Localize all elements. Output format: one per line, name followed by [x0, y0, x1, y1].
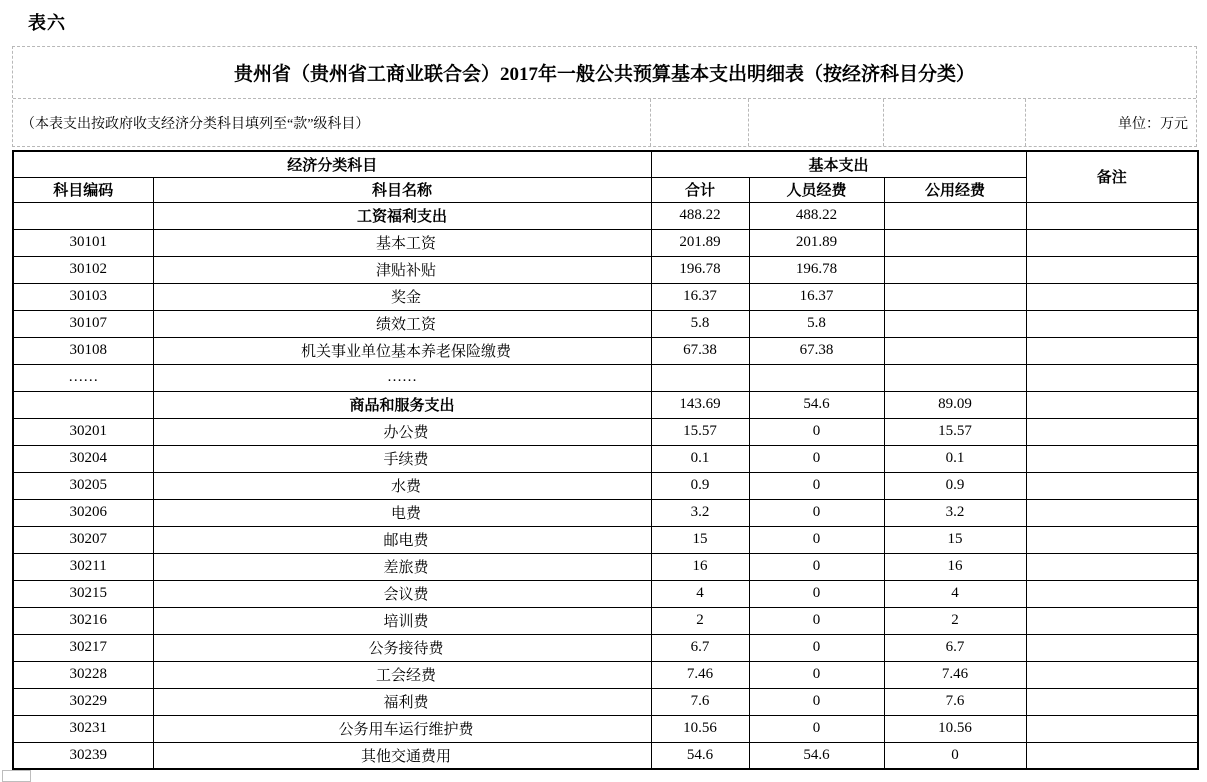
cell-name: 电费	[153, 499, 651, 526]
cell-public: 0.1	[884, 445, 1026, 472]
cell-total: 10.56	[651, 715, 749, 742]
cell-public	[884, 229, 1026, 256]
cell-name: 公务接待费	[153, 634, 651, 661]
cell-code	[13, 391, 153, 418]
cell-total: 143.69	[651, 391, 749, 418]
cell-public: 0	[884, 742, 1026, 769]
cutoff-next-row-cell	[2, 770, 31, 782]
cell-remark	[1026, 364, 1198, 391]
cell-name: 邮电费	[153, 526, 651, 553]
cell-total: 6.7	[651, 634, 749, 661]
cell-total: 0.1	[651, 445, 749, 472]
cell-name: 商品和服务支出	[153, 391, 651, 418]
cell-public: 89.09	[884, 391, 1026, 418]
cell-name: 手续费	[153, 445, 651, 472]
cell-total: 67.38	[651, 337, 749, 364]
cell-public	[884, 202, 1026, 229]
cell-name: 绩效工资	[153, 310, 651, 337]
cell-code: 30107	[13, 310, 153, 337]
cell-remark	[1026, 688, 1198, 715]
table-row	[13, 526, 1198, 553]
cell-code: 30201	[13, 418, 153, 445]
cell-remark	[1026, 229, 1198, 256]
table-row	[13, 607, 1198, 634]
table-row	[13, 580, 1198, 607]
table-row	[13, 742, 1198, 769]
cell-personnel: 0	[749, 418, 884, 445]
cell-total: 201.89	[651, 229, 749, 256]
cell-name: 差旅费	[153, 553, 651, 580]
cell-code: 30216	[13, 607, 153, 634]
cell-public	[884, 256, 1026, 283]
cell-remark	[1026, 580, 1198, 607]
cell-personnel: 54.6	[749, 391, 884, 418]
cell-remark	[1026, 607, 1198, 634]
title-row	[13, 47, 1196, 99]
header-public-funds: 公用经费	[884, 177, 1026, 202]
cell-remark	[1026, 337, 1198, 364]
cell-public: 10.56	[884, 715, 1026, 742]
cell-public: 0.9	[884, 472, 1026, 499]
cell-personnel: 0	[749, 580, 884, 607]
table-row	[13, 499, 1198, 526]
cell-public	[884, 364, 1026, 391]
cell-public	[884, 310, 1026, 337]
cell-personnel: 0	[749, 607, 884, 634]
cell-personnel: 16.37	[749, 283, 884, 310]
table-row	[13, 472, 1198, 499]
cell-code: 30206	[13, 499, 153, 526]
cell-public: 16	[884, 553, 1026, 580]
header-basic-expenditure: 基本支出	[651, 151, 1026, 177]
cell-personnel: 67.38	[749, 337, 884, 364]
cell-personnel: 201.89	[749, 229, 884, 256]
cell-personnel: 0	[749, 688, 884, 715]
cell-personnel: 54.6	[749, 742, 884, 769]
cell-code: 30217	[13, 634, 153, 661]
cell-name: 奖金	[153, 283, 651, 310]
cell-name: 其他交通费用	[153, 742, 651, 769]
cell-remark	[1026, 418, 1198, 445]
cell-remark	[1026, 634, 1198, 661]
empty-subtitle-cell	[748, 99, 883, 146]
table-number-label: 表六	[28, 13, 66, 33]
cell-name: 办公费	[153, 418, 651, 445]
table-row	[13, 202, 1198, 229]
cell-code: 30231	[13, 715, 153, 742]
table-row	[13, 688, 1198, 715]
cell-name: ……	[153, 364, 651, 391]
cell-code: 30204	[13, 445, 153, 472]
cell-remark	[1026, 499, 1198, 526]
table-body	[13, 202, 1198, 769]
table-row	[13, 715, 1198, 742]
cell-public: 3.2	[884, 499, 1026, 526]
cell-total: 15	[651, 526, 749, 553]
cell-code: 30101	[13, 229, 153, 256]
table-row	[13, 391, 1198, 418]
cell-personnel: 0	[749, 499, 884, 526]
cell-code: 30229	[13, 688, 153, 715]
cell-personnel: 0	[749, 445, 884, 472]
header-personnel-funds: 人员经费	[749, 177, 884, 202]
cell-personnel: 488.22	[749, 202, 884, 229]
cell-code: 30207	[13, 526, 153, 553]
cell-personnel: 0	[749, 661, 884, 688]
table-row	[13, 445, 1198, 472]
cell-name: 福利费	[153, 688, 651, 715]
cell-personnel: 0	[749, 472, 884, 499]
header-total: 合计	[651, 177, 749, 202]
cell-remark	[1026, 742, 1198, 769]
cell-name: 工资福利支出	[153, 202, 651, 229]
cell-code: 30102	[13, 256, 153, 283]
document-title: 贵州省（贵州省工商业联合会）2017年一般公共预算基本支出明细表（按经济科目分类）	[233, 64, 975, 85]
cell-remark	[1026, 283, 1198, 310]
cell-name: 会议费	[153, 580, 651, 607]
cell-code: 30205	[13, 472, 153, 499]
cell-remark	[1026, 715, 1198, 742]
cell-total: 16.37	[651, 283, 749, 310]
cell-total: 2	[651, 607, 749, 634]
cell-code	[13, 202, 153, 229]
cell-name: 津贴补贴	[153, 256, 651, 283]
header-row-1	[13, 151, 1198, 177]
cell-personnel: 0	[749, 634, 884, 661]
cell-remark	[1026, 445, 1198, 472]
cell-personnel	[749, 364, 884, 391]
table-row	[13, 310, 1198, 337]
cell-code: 30215	[13, 580, 153, 607]
title-block	[12, 46, 1197, 147]
cell-personnel: 5.8	[749, 310, 884, 337]
cell-code: 30103	[13, 283, 153, 310]
cell-public: 7.46	[884, 661, 1026, 688]
cell-remark	[1026, 202, 1198, 229]
cell-remark	[1026, 661, 1198, 688]
cell-remark	[1026, 256, 1198, 283]
empty-subtitle-cell	[883, 99, 1025, 146]
cell-public	[884, 337, 1026, 364]
header-economic-category: 经济分类科目	[13, 151, 651, 177]
cell-code: 30228	[13, 661, 153, 688]
table-row	[13, 283, 1198, 310]
cell-code: 30239	[13, 742, 153, 769]
table-row	[13, 337, 1198, 364]
cell-name: 工会经费	[153, 661, 651, 688]
header-row-2	[13, 177, 1198, 202]
cell-total: 4	[651, 580, 749, 607]
budget-table	[12, 150, 1199, 770]
cell-remark	[1026, 472, 1198, 499]
cell-remark	[1026, 310, 1198, 337]
table-row	[13, 364, 1198, 391]
table-row	[13, 418, 1198, 445]
empty-subtitle-cell	[650, 99, 748, 146]
cell-code: 30211	[13, 553, 153, 580]
cell-public: 6.7	[884, 634, 1026, 661]
cell-total: 15.57	[651, 418, 749, 445]
cell-name: 培训费	[153, 607, 651, 634]
cell-name: 基本工资	[153, 229, 651, 256]
cell-code: ……	[13, 364, 153, 391]
cell-public	[884, 283, 1026, 310]
table-row	[13, 661, 1198, 688]
subtitle-row	[13, 99, 1196, 146]
cell-personnel: 0	[749, 553, 884, 580]
cell-total: 3.2	[651, 499, 749, 526]
cell-total: 7.46	[651, 661, 749, 688]
cell-total: 16	[651, 553, 749, 580]
cell-remark	[1026, 526, 1198, 553]
cell-name: 水费	[153, 472, 651, 499]
cell-total: 5.8	[651, 310, 749, 337]
cell-public: 15.57	[884, 418, 1026, 445]
cell-total: 54.6	[651, 742, 749, 769]
header-subject-name: 科目名称	[153, 177, 651, 202]
cell-remark	[1026, 391, 1198, 418]
table-row	[13, 256, 1198, 283]
cell-name: 公务用车运行维护费	[153, 715, 651, 742]
cell-personnel: 0	[749, 715, 884, 742]
cell-total: 0.9	[651, 472, 749, 499]
table-row	[13, 634, 1198, 661]
cell-total: 488.22	[651, 202, 749, 229]
cell-total: 196.78	[651, 256, 749, 283]
header-remarks: 备注	[1026, 151, 1198, 202]
cell-public: 4	[884, 580, 1026, 607]
header-subject-code: 科目编码	[13, 177, 153, 202]
cell-total: 7.6	[651, 688, 749, 715]
cell-public: 15	[884, 526, 1026, 553]
cell-personnel: 0	[749, 526, 884, 553]
cell-public: 2	[884, 607, 1026, 634]
cell-personnel: 196.78	[749, 256, 884, 283]
cell-code: 30108	[13, 337, 153, 364]
table-row	[13, 553, 1198, 580]
cell-public: 7.6	[884, 688, 1026, 715]
fill-level-note: （本表支出按政府收支经济分类科目填列至“款”级科目）	[21, 116, 370, 132]
cell-total	[651, 364, 749, 391]
cell-remark	[1026, 553, 1198, 580]
unit-label: 单位：万元	[1025, 99, 1196, 146]
table-row	[13, 229, 1198, 256]
cell-name: 机关事业单位基本养老保险缴费	[153, 337, 651, 364]
